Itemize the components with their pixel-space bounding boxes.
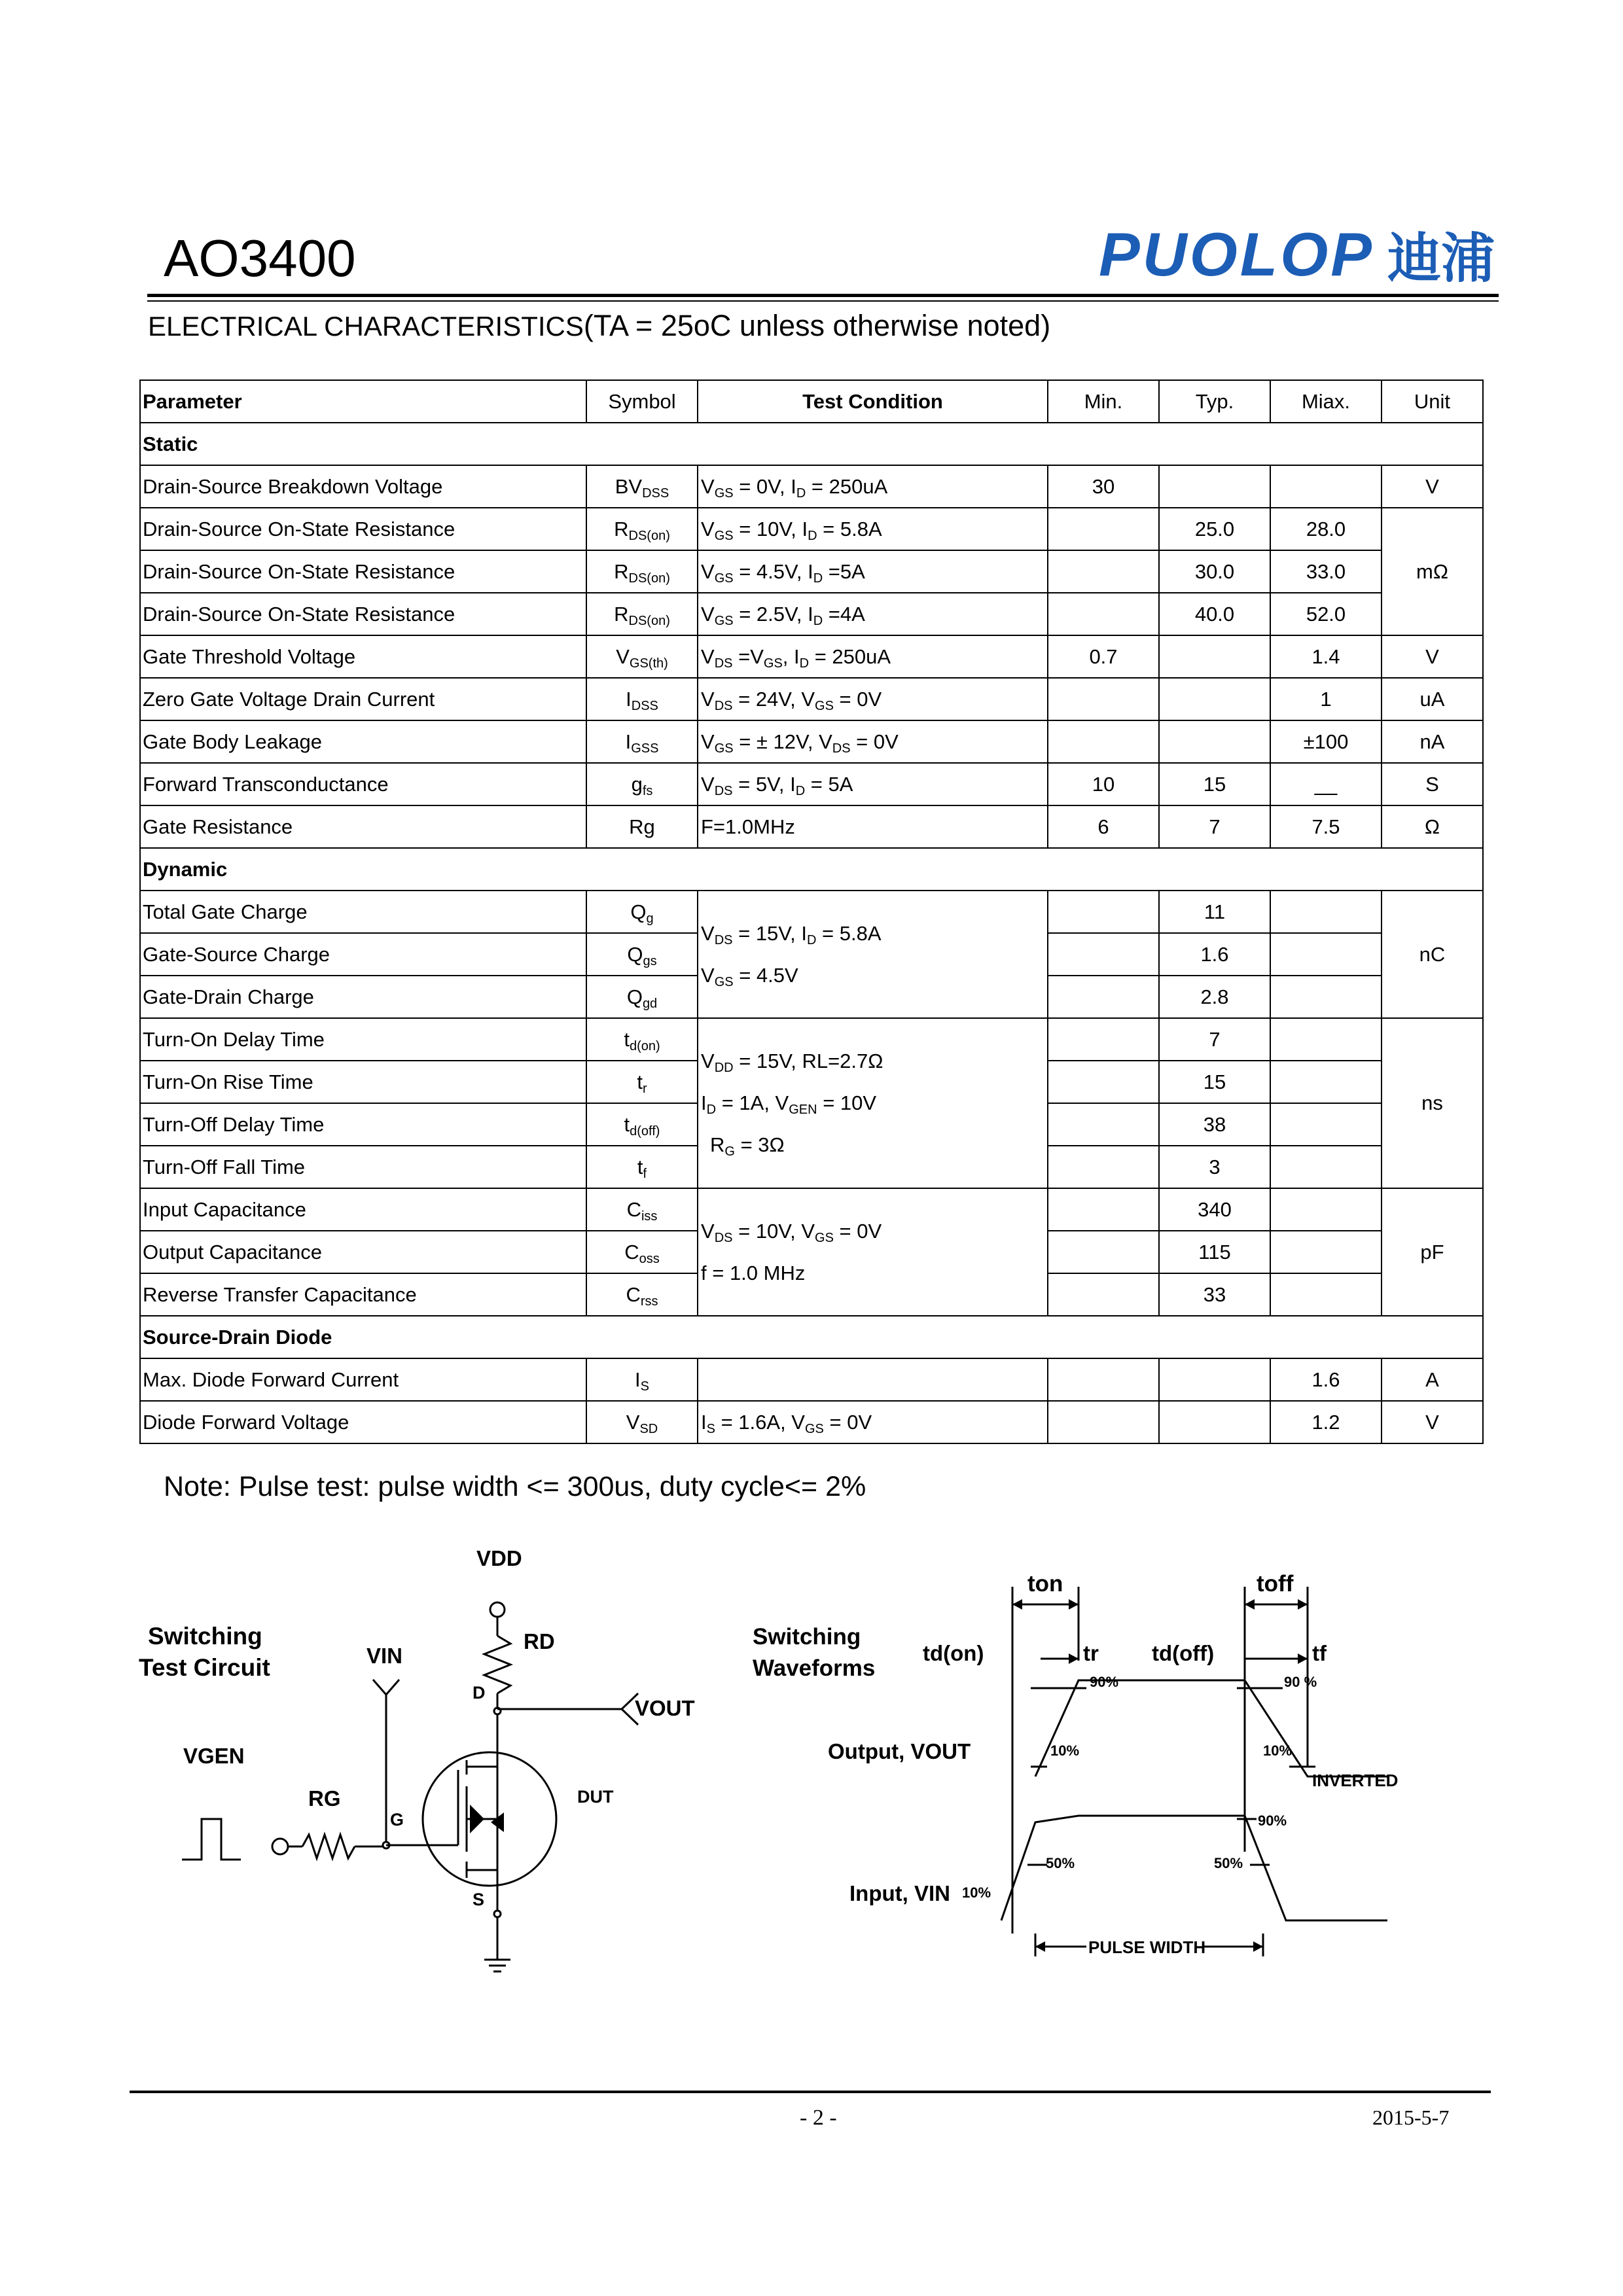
max-cell: 1.2	[1270, 1401, 1382, 1443]
symbol-sub: SD	[639, 1421, 658, 1436]
condition-cell: $V_{GS} = 10V$, $I_D = 5.8A$	[698, 508, 1048, 550]
condition-cell: $V_{DS} = 24V$, $V_{GS} = 0V$	[698, 678, 1048, 720]
symbol-main: R	[614, 517, 629, 540]
symbol-main: R	[614, 602, 629, 626]
param-cell: Drain-Source On-State Resistance	[140, 550, 586, 593]
symbol-sub: iss	[641, 1209, 658, 1224]
waveform-title-line-2: Waveforms	[753, 1655, 876, 1681]
typ-cell: 115	[1159, 1231, 1270, 1273]
symbol-sub: rss	[640, 1294, 658, 1309]
section-condition: (TA = 25oC unless otherwise noted)	[583, 309, 1051, 342]
symbol-sub: DS(on)	[628, 613, 670, 628]
param-cell: Turn-Off Delay Time	[140, 1103, 586, 1146]
output-label: Output, VOUT	[828, 1739, 971, 1763]
charge-condition-line: $V_{GS} = 4.5V$	[701, 963, 798, 989]
page-date: 2015-5-7	[1372, 2106, 1450, 2129]
param-cell: Gate-Source Charge	[140, 933, 586, 976]
symbol-sub: gd	[642, 996, 658, 1011]
rg-label: RG	[308, 1786, 341, 1810]
gate-label: G	[390, 1810, 404, 1829]
section-static: Static	[140, 423, 1483, 465]
unit-cell: Ω	[1382, 805, 1483, 848]
param-cell: Reverse Transfer Capacitance	[140, 1273, 586, 1316]
param-cell: Total Gate Charge	[140, 891, 586, 933]
symbol-main: BV	[615, 474, 643, 498]
typ-cell: 7	[1159, 1018, 1270, 1061]
symbol-sub: DS(on)	[628, 571, 670, 586]
param-cell: Input Capacitance	[140, 1188, 586, 1231]
condition-cell: $I_S = 1.6A$, $V_{GS} = 0V$	[698, 1401, 1048, 1443]
typ-cell: 15	[1159, 763, 1270, 805]
param-cell: Gate Resistance	[140, 805, 586, 848]
symbol-main: C	[624, 1240, 639, 1263]
percent-50-in-fall: 50%	[1214, 1855, 1243, 1871]
max-cell: 1	[1270, 678, 1382, 720]
param-cell: Drain-Source Breakdown Voltage	[140, 465, 586, 508]
dut-label: DUT	[577, 1787, 614, 1807]
vout-label: VOUT	[635, 1696, 695, 1720]
switch-condition-line: $V_{DD} = 15V$, RL=2.7Ω	[701, 1050, 883, 1075]
param-cell: Gate-Drain Charge	[140, 976, 586, 1018]
rd-resistor	[484, 1636, 510, 1693]
symbol-sub: DS(on)	[628, 528, 670, 543]
param-cell: Zero Gate Voltage Drain Current	[140, 678, 586, 720]
charge-condition-line: $V_{DS} = 15V$, $I_D = 5.8A$	[701, 921, 882, 947]
percent-90-in: 90%	[1258, 1812, 1287, 1829]
header-typ: Typ.	[1159, 380, 1270, 423]
header-symbol: Symbol	[586, 380, 698, 423]
tr-label: tr	[1083, 1641, 1099, 1665]
symbol-main: t	[624, 1027, 630, 1051]
typ-cell: 2.8	[1159, 976, 1270, 1018]
typ-cell: 15	[1159, 1061, 1270, 1103]
header-max: Miax.	[1270, 380, 1382, 423]
max-cell: 52.0	[1270, 593, 1382, 635]
symbol-main: I	[625, 730, 632, 753]
symbol-sub: r	[642, 1081, 647, 1096]
gate-input-terminal	[272, 1839, 288, 1854]
symbol-sub: GSS	[631, 741, 659, 756]
circuit-title-line-2: Test Circuit	[139, 1654, 270, 1681]
source-label: S	[473, 1890, 485, 1909]
vgen-pulse	[182, 1819, 241, 1860]
unit-cell: uA	[1382, 678, 1483, 720]
param-cell: Max. Diode Forward Current	[140, 1358, 586, 1401]
typ-cell: 38	[1159, 1103, 1270, 1146]
switch-condition-line: $I_D = 1A$, $V_{GEN} = 10V$	[701, 1091, 877, 1117]
symbol-main: t	[637, 1155, 643, 1178]
unit-cell: mΩ	[1382, 508, 1483, 635]
toff-label: toff	[1257, 1571, 1294, 1597]
output-waveform	[1035, 1680, 1387, 1776]
symbol-sub: DSS	[642, 486, 669, 501]
param-cell: Drain-Source On-State Resistance	[140, 593, 586, 635]
symbol-main: Q	[626, 985, 643, 1008]
percent-10-out-rise: 10%	[1050, 1742, 1080, 1759]
min-cell: 30	[1048, 465, 1159, 508]
min-cell: 10	[1048, 763, 1159, 805]
pulse-test-note: Note: Pulse test: pulse width <= 300us, duty cycle<= 2%	[164, 1471, 866, 1502]
symbol-sub: f	[643, 1166, 647, 1181]
param-cell: Turn-Off Fall Time	[140, 1146, 586, 1188]
header-parameter: Parameter	[140, 380, 586, 423]
vdd-label: VDD	[476, 1546, 522, 1570]
brand-chinese: 迪浦	[1387, 228, 1495, 290]
section-diode: Source-Drain Diode	[140, 1316, 1483, 1358]
unit-cell: S	[1382, 763, 1483, 805]
typ-cell: 33	[1159, 1273, 1270, 1316]
tdoff-label: td(off)	[1152, 1641, 1215, 1665]
rg-resistor	[302, 1835, 355, 1858]
max-cell: ±100	[1270, 720, 1382, 763]
unit-cell: V	[1382, 1401, 1483, 1443]
waveform-title-line-1: Switching	[753, 1624, 861, 1650]
inverted-label: INVERTED	[1312, 1771, 1399, 1790]
param-cell: Diode Forward Voltage	[140, 1401, 586, 1443]
max-cell: 1.4	[1270, 635, 1382, 678]
circuit-title-line-1: Switching	[148, 1623, 262, 1650]
condition-cell: $V_{DS} = 5V$, $I_D = 5A$	[698, 763, 1048, 805]
header-min: Min.	[1048, 380, 1159, 423]
param-cell: Turn-On Rise Time	[140, 1061, 586, 1103]
typ-cell: 25.0	[1159, 508, 1270, 550]
typ-cell: 7	[1159, 805, 1270, 848]
symbol-main: I	[635, 1368, 641, 1391]
footer-rule	[130, 2091, 1491, 2093]
unit-cell: nC	[1382, 891, 1483, 1018]
param-cell: Forward Transconductance	[140, 763, 586, 805]
unit-cell: V	[1382, 465, 1483, 508]
condition-cell: $V_{DS} =V_{GS}$, $I_D = 250uA$	[698, 635, 1048, 678]
param-cell: Turn-On Delay Time	[140, 1018, 586, 1061]
param-cell: Output Capacitance	[140, 1231, 586, 1273]
symbol-main: g	[631, 772, 643, 796]
vdd-terminal	[490, 1602, 505, 1617]
symbol-main: V	[616, 645, 630, 668]
max-cell: 33.0	[1270, 550, 1382, 593]
symbol-sub: gs	[643, 953, 657, 968]
symbol-sub: oss	[639, 1251, 660, 1266]
max-cell: 7.5	[1270, 805, 1382, 848]
header-unit: Unit	[1382, 380, 1483, 423]
vin-label: VIN	[366, 1644, 403, 1668]
condition-cell: $V_{GS}$ = ± 12V, $V_{DS} = 0V$	[698, 720, 1048, 763]
waveform-labels	[753, 1571, 1398, 1957]
min-cell: 6	[1048, 805, 1159, 848]
input-label: Input, VIN	[849, 1881, 950, 1905]
param-cell: Gate Body Leakage	[140, 720, 586, 763]
drain-label: D	[473, 1683, 486, 1703]
unit-cell: V	[1382, 635, 1483, 678]
typ-cell: 1.6	[1159, 933, 1270, 976]
percent-50-in-rise: 50%	[1046, 1855, 1075, 1871]
ton-label: ton	[1027, 1571, 1063, 1597]
symbol-sub: GS(th)	[629, 656, 668, 671]
max-cell: 1.6	[1270, 1358, 1382, 1401]
cap-condition-line: f = 1.0 MHz	[701, 1261, 806, 1284]
percent-90-out-rise: 90%	[1090, 1674, 1119, 1690]
switch-condition-line: $R_G = 3\Omega$	[710, 1133, 785, 1159]
brand-latin: PUOLOP	[1099, 219, 1374, 289]
body-diode-arrow	[470, 1805, 484, 1833]
rd-label: RD	[524, 1629, 555, 1653]
condition-cell: F=1.0MHz	[698, 805, 1048, 848]
symbol-main: t	[624, 1112, 630, 1136]
symbol-main: I	[626, 687, 632, 711]
tdon-label: td(on)	[923, 1641, 984, 1665]
symbol-sub: d(on)	[629, 1038, 660, 1053]
typ-cell: 340	[1159, 1188, 1270, 1231]
param-cell: Drain-Source On-State Resistance	[140, 508, 586, 550]
part-number: AO3400	[164, 229, 356, 287]
symbol-main: t	[637, 1070, 643, 1093]
symbol-main: Q	[630, 900, 647, 923]
tf-label: tf	[1312, 1641, 1327, 1665]
unit-cell: A	[1382, 1358, 1483, 1401]
page-number: - 2 -	[800, 2106, 837, 2130]
percent-90-out-fall: 90 %	[1284, 1674, 1317, 1690]
condition-cell: $V_{GS} = 0V$, $I_D = 250uA$	[698, 465, 1048, 508]
condition-cell: $V_{GS} = 2.5V$, $I_D =4A$	[698, 593, 1048, 635]
percent-10-in: 10%	[962, 1884, 991, 1901]
section-title-text: ELECTRICAL CHARACTERISTICS	[148, 311, 584, 342]
symbol-main: Rg	[629, 815, 655, 838]
pulse-width-label: PULSE WIDTH	[1088, 1937, 1206, 1957]
header-condition: Test Condition	[698, 380, 1048, 423]
typ-cell: 11	[1159, 891, 1270, 933]
param-cell: Gate Threshold Voltage	[140, 635, 586, 678]
symbol-sub: DSS	[631, 698, 658, 713]
unit-cell: pF	[1382, 1188, 1483, 1316]
max-cell: __	[1270, 763, 1382, 805]
typ-cell: 40.0	[1159, 593, 1270, 635]
unit-cell: ns	[1382, 1018, 1483, 1188]
symbol-sub: fs	[642, 783, 653, 798]
typ-cell: 30.0	[1159, 550, 1270, 593]
min-cell: 0.7	[1048, 635, 1159, 678]
vgen-label: VGEN	[183, 1744, 245, 1768]
symbol-sub: d(off)	[630, 1123, 660, 1139]
symbol-sub: g	[646, 911, 654, 926]
symbol-main: Q	[627, 942, 643, 966]
symbol-main: R	[614, 559, 629, 583]
symbol-main: C	[626, 1197, 641, 1221]
symbol-sub: S	[640, 1379, 649, 1394]
max-cell: 28.0	[1270, 508, 1382, 550]
unit-cell: nA	[1382, 720, 1483, 763]
percent-10-out-fall: 10%	[1263, 1742, 1293, 1759]
symbol-main: V	[626, 1410, 640, 1434]
symbol-main: C	[626, 1282, 641, 1306]
section-dynamic: Dynamic	[140, 848, 1483, 891]
condition-cell: $V_{GS} = 4.5V$, $I_D =5A$	[698, 550, 1048, 593]
typ-cell: 3	[1159, 1146, 1270, 1188]
cap-condition-line: $V_{DS} = 10V$, $V_{GS} = 0V$	[701, 1219, 882, 1245]
